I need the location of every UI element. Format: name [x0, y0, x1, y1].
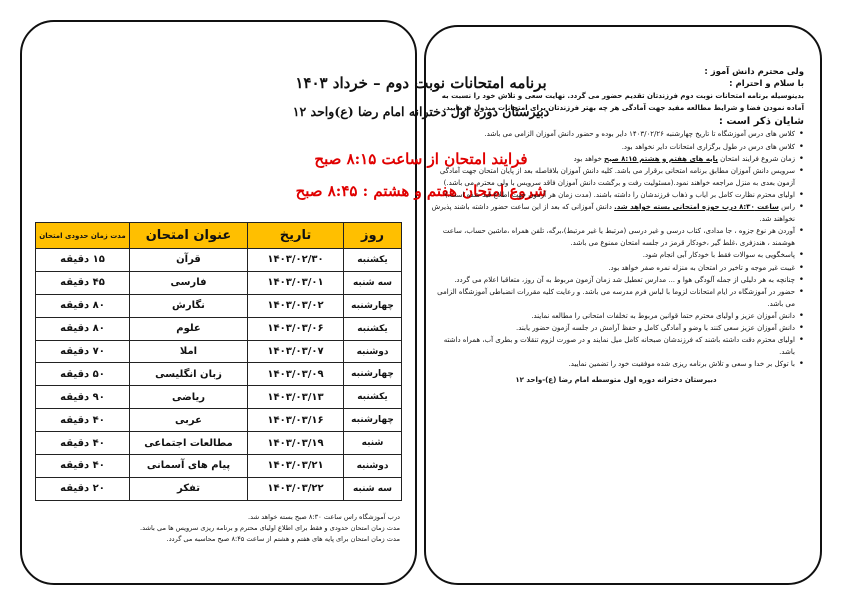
intro-paragraph: بدینوسیله برنامه امتحانات نوبت دوم فرزندتان تقدیم حضور می گردد. نهایت سعی و تلاش خود را نسبت به آماده نمودن فضا و شرایط مطالعه مفید جهت آمادگی هر چه بهتر فرزندتان برای امتحانات مبذول فرمایید. — [441, 92, 804, 113]
header-duration: مدت زمان حدودی امتحان — [36, 223, 130, 249]
day-cell: دوشنبه — [344, 455, 402, 478]
date-cell: ۱۴۰۳/۰۳/۱۳ — [248, 386, 344, 409]
rule-item: • چنانچه به هر دلیلی از جمله آلودگی هوا و ... مدارس تعطیل شد زمان آزمون مربوط به آن روز، متعاقبا اعلام می گردد. — [428, 274, 804, 286]
date-cell: ۱۴۰۳/۰۳/۰۱ — [248, 271, 344, 294]
rule-highlight: ساعت ۸:۳۰ درب حوزه امتحانی بسته خواهد شد. — [614, 203, 779, 212]
notice-letter — [428, 66, 804, 386]
note-line: درب آموزشگاه راس ساعت ۸:۳۰ صبح بسته خواهد شد. — [248, 513, 400, 521]
rule-text: زمان شروع فرایند امتحان — [717, 154, 795, 163]
day-cell: چهارشنبه — [344, 294, 402, 317]
date-cell: ۱۴۰۳/۰۳/۰۷ — [248, 340, 344, 363]
day-cell: یکشنبه — [344, 249, 402, 272]
subject-cell: ریاضی — [130, 386, 248, 409]
rule-item: • دانش آموزان عزیز و اولیای محترم حتما قوانین مربوط به تخلفات امتحانی را مطالعه نمایند. — [428, 310, 804, 322]
duration-cell: ۷۰ دقیقه — [36, 340, 130, 363]
rule-text: دانش آموزانی که بعد از این ساعت حضور داشته باشند پذیرش نخواهند شد. — [431, 203, 795, 224]
subject-cell: فارسی — [130, 271, 248, 294]
rule-item: • حضور در آموزشگاه در ایام امتحانات لزوما با لباس فرم مدرسه می باشد. و رعایت کلیه مقررات انضباطی آموزشگاه الزامی می باشد. — [428, 286, 804, 310]
rule-item — [428, 153, 804, 165]
subject-cell: عربی — [130, 409, 248, 432]
header-date: تاریخ — [248, 223, 344, 249]
subject-cell: تفکر — [130, 477, 248, 500]
note-line: مدت زمان امتحان حدودی و فقط برای اطلاع اولیای محترم و برنامه ریزی سرویس ها می باشد. — [139, 524, 400, 532]
duration-cell: ۴۰ دقیقه — [36, 455, 130, 478]
subject-cell: پیام های آسمانی — [130, 455, 248, 478]
table-row — [36, 455, 402, 478]
rule-item: • اولیای محترم نظارت کامل بر ایاب و ذهاب فرزندشان را داشته باشند. (مدت زمان هر آزمون جهت اطلاع قید شده است.) — [428, 189, 804, 201]
table-header-row — [36, 223, 402, 249]
table-row — [36, 271, 402, 294]
day-cell: یکشنبه — [344, 317, 402, 340]
date-cell: ۱۴۰۳/۰۳/۲۱ — [248, 455, 344, 478]
table-row — [36, 386, 402, 409]
date-cell: ۱۴۰۳/۰۳/۲۲ — [248, 477, 344, 500]
day-cell: چهارشنبه — [344, 363, 402, 386]
table-row — [36, 409, 402, 432]
subject-cell: قرآن — [130, 249, 248, 272]
schedule-title: برنامه امتحانات نوبت دوم – خرداد ۱۴۰۳ — [295, 74, 547, 92]
greeting: ولی محترم دانش آموز : — [704, 67, 804, 77]
subject-cell: نگارش — [130, 294, 248, 317]
table-row — [36, 363, 402, 386]
table-row — [36, 317, 402, 340]
table-row — [36, 249, 402, 272]
table-row — [36, 340, 402, 363]
day-cell: دوشنبه — [344, 340, 402, 363]
rule-item: • کلاس های درس آموزشگاه تا تاریخ چهارشنبه ۱۴۰۳/۰۲/۲۶ دایر بوده و حضور دانش آموزان الزامی می باشد. — [428, 128, 804, 140]
header-subject: عنوان امتحان — [130, 223, 248, 249]
duration-cell: ۸۰ دقیقه — [36, 294, 130, 317]
subject-cell: املا — [130, 340, 248, 363]
notice-heading: شایان ذکر است : — [718, 116, 804, 128]
duration-cell: ۴۰ دقیقه — [36, 432, 130, 455]
rule-highlight: پایه های هفتم و هشتم ۸:۱۵ صبح — [604, 154, 718, 163]
header-day: روز — [344, 223, 402, 249]
day-cell: سه شنبه — [344, 477, 402, 500]
exam-schedule-table — [35, 222, 402, 501]
note-line: مدت زمان امتحان برای پایه های هفتم و هشتم از ساعت ۸:۴۵ صبح محاسبه می گردد. — [166, 535, 400, 543]
rule-item: • غیبت غیر موجه و تاخیر در امتحان به منزله نمره صفر خواهد بود. — [428, 262, 804, 274]
duration-cell: ۹۰ دقیقه — [36, 386, 130, 409]
rule-item — [428, 201, 804, 225]
rule-item: • آوردن هر نوع جزوه ، جا مدادی، کتاب درسی و غیر درسی (مرتبط یا غیر مرتبط)،برگه، تلفن همراه ،ماشین حساب، ساعت هوشمند ، هندزفری ،غلط گیر ،خودکار قرمز در جلسه امتحان ممنوع می باشد. — [428, 225, 804, 249]
rule-item: • دانش آموزان عزیز سعی کنند با وضو و آمادگی کامل و حفظ آرامش در جلسه آزمون حضور یابند. — [428, 322, 804, 334]
school-name: دبیرستان دوره اول دخترانه امام رضا (ع)واحد ۱۲ — [292, 104, 550, 119]
duration-cell: ۲۰ دقیقه — [36, 477, 130, 500]
date-cell: ۱۴۰۳/۰۳/۰۹ — [248, 363, 344, 386]
date-cell: ۱۴۰۳/۰۳/۰۲ — [248, 294, 344, 317]
table-row — [36, 477, 402, 500]
duration-cell: ۱۵ دقیقه — [36, 249, 130, 272]
duration-cell: ۴۵ دقیقه — [36, 271, 130, 294]
day-cell: شنبه — [344, 432, 402, 455]
schedule-notes — [38, 512, 400, 545]
date-cell: ۱۴۰۳/۰۳/۱۹ — [248, 432, 344, 455]
school-signature: دبیرستان دخترانه دوره اول متوسطه امام رضا (ع)-واحد ۱۲ — [515, 376, 717, 385]
day-cell: سه شنبه — [344, 271, 402, 294]
rule-item: • پاسخگویی به سوالات فقط با خودکار آبی انجام شود. — [428, 249, 804, 261]
rule-text: راس — [778, 203, 795, 212]
duration-cell: ۴۰ دقیقه — [36, 409, 130, 432]
day-cell: یکشنبه — [344, 386, 402, 409]
subject-cell: زبان انگلیسی — [130, 363, 248, 386]
date-cell: ۱۴۰۳/۰۳/۰۶ — [248, 317, 344, 340]
day-cell: چهارشنبه — [344, 409, 402, 432]
exam-process-time: فرایند امتحان از ساعت ۸:۱۵ صبح — [314, 150, 528, 168]
subject-cell: علوم — [130, 317, 248, 340]
duration-cell: ۵۰ دقیقه — [36, 363, 130, 386]
rule-item: • اولیای محترم دقت داشته باشند که فرزندشان صبحانه کامل میل نمایند و در صورت لزوم تنقلات و بطری آب، همراه داشته باشد. — [428, 334, 804, 358]
rules-list — [428, 128, 804, 370]
table-row — [36, 432, 402, 455]
duration-cell: ۸۰ دقیقه — [36, 317, 130, 340]
table-row — [36, 294, 402, 317]
salutation: با سلام و احترام : — [729, 79, 804, 90]
exam-start-time: شروع امتحان هفتم و هشتم : ۸:۴۵ صبح — [295, 182, 547, 200]
subject-cell: مطالعات اجتماعی — [130, 432, 248, 455]
date-cell: ۱۴۰۳/۰۲/۳۰ — [248, 249, 344, 272]
rule-item: • سرویس دانش آموزان مطابق برنامه امتحانی برقرار می باشد. کلیه دانش آموزان بلافاصله بعد از پایان امتحان جهت آمادگی آزمون بعدی به منزل مراجعه خواهند نمود.(مسئولیت رفت و برگشت دانش آموزان فاقد سرویس با ولی محترم می باشد.) — [428, 165, 804, 189]
date-cell: ۱۴۰۳/۰۳/۱۶ — [248, 409, 344, 432]
rule-item: • با توکل بر خدا و سعی و تلاش برنامه ریزی شده موفقیت خود را تضمین نمایید. — [428, 358, 804, 370]
rule-item: • کلاس های درس در طول برگزاری امتحانات دایر نخواهد بود. — [428, 141, 804, 153]
rule-text: خواهد بود — [573, 154, 605, 163]
